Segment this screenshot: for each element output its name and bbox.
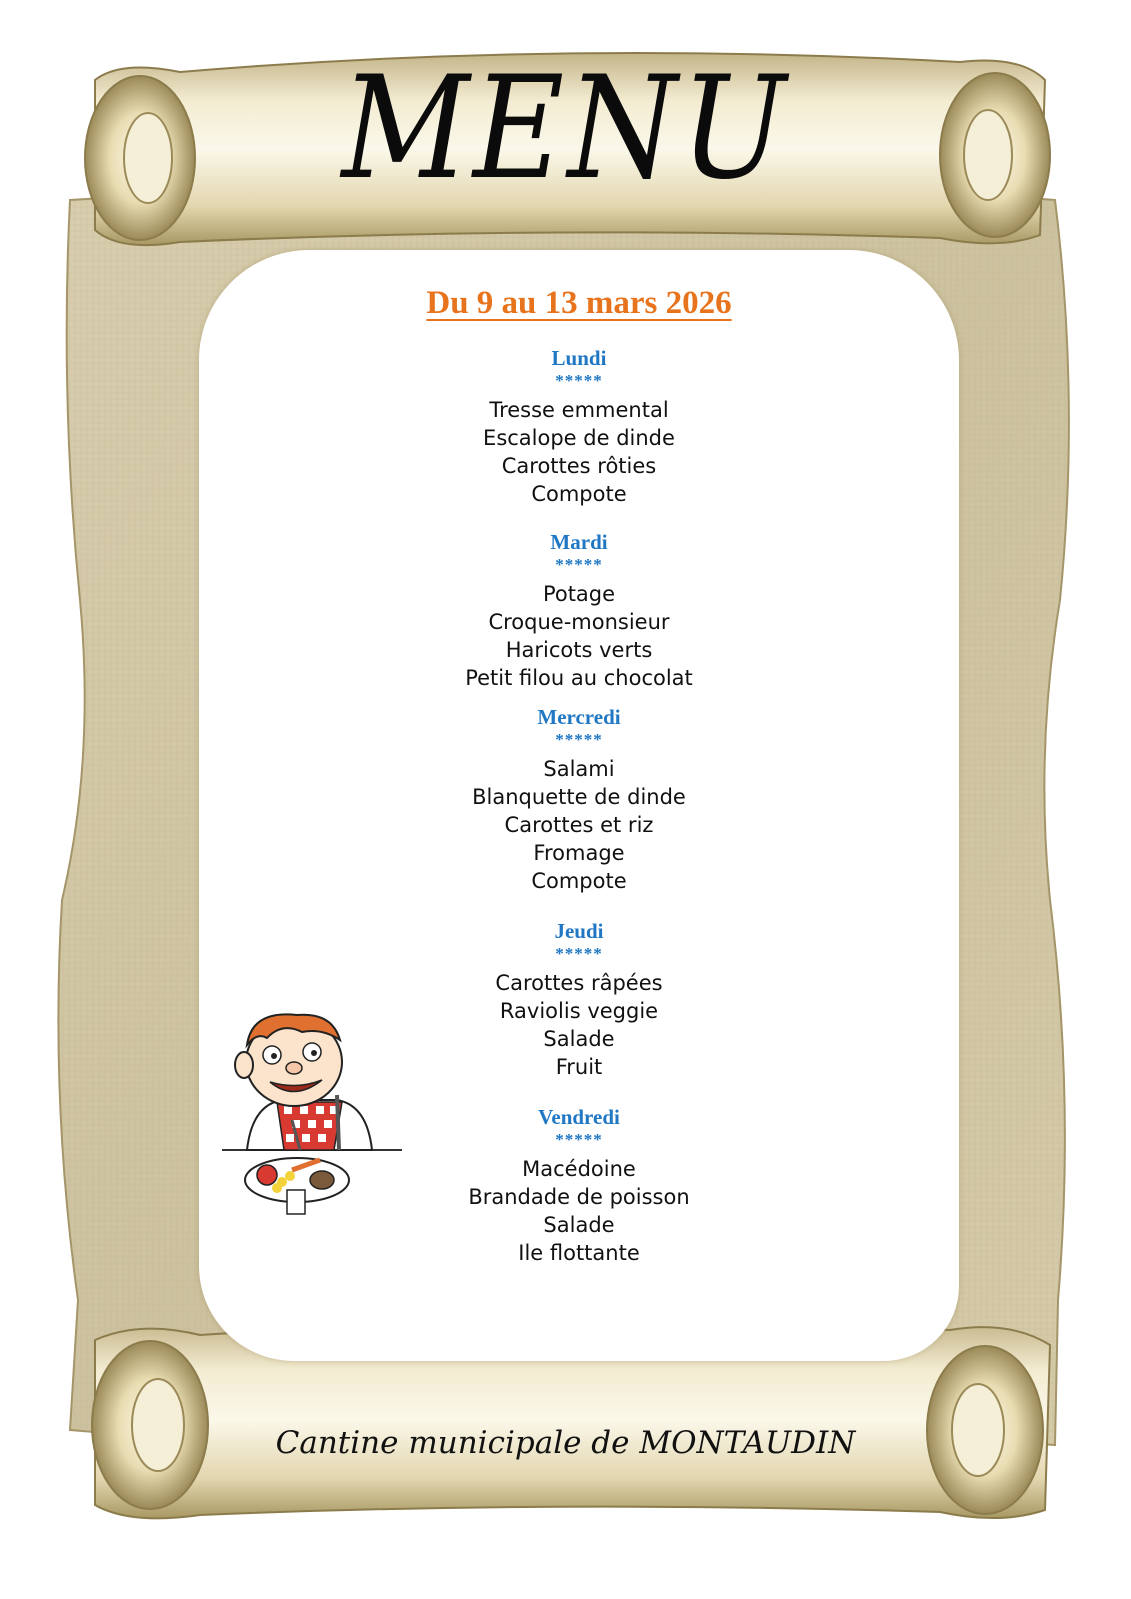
menu-title: MENU <box>341 46 790 211</box>
dish: Croque-monsieur <box>488 610 670 634</box>
day-separator: ***** <box>555 730 603 749</box>
dish: Salade <box>543 1213 615 1237</box>
dish: Salami <box>543 757 615 781</box>
day-lundi <box>199 346 959 508</box>
day-mardi <box>199 530 959 692</box>
dish: Tresse emmental <box>489 398 669 422</box>
dish: Haricots verts <box>505 638 653 662</box>
day-name: Vendredi <box>538 1105 620 1129</box>
footer-text: Cantine municipale de MONTAUDIN <box>275 1425 856 1461</box>
day-separator: ***** <box>555 371 603 390</box>
dish: Compote <box>531 482 627 506</box>
dish: Ile flottante <box>518 1241 640 1265</box>
child-eating-illustration <box>222 1010 402 1230</box>
day-name: Lundi <box>551 346 607 370</box>
day-separator: ***** <box>555 555 603 574</box>
date-range: Du 9 au 13 mars 2026 <box>426 285 732 321</box>
day-separator: ***** <box>555 944 603 963</box>
day-name: Jeudi <box>554 919 604 943</box>
dish: Macédoine <box>522 1157 636 1181</box>
dish: Petit filou au chocolat <box>465 666 693 690</box>
dish: Potage <box>542 582 616 606</box>
dish: Salade <box>543 1027 615 1051</box>
dish: Escalope de dinde <box>483 426 675 450</box>
dish: Raviolis veggie <box>499 999 659 1023</box>
dish: Carottes râpées <box>495 971 663 995</box>
day-mercredi <box>199 705 959 895</box>
dish: Carottes et riz <box>504 813 654 837</box>
day-name: Mercredi <box>537 705 621 729</box>
dish: Carottes rôties <box>501 454 657 478</box>
day-separator: ***** <box>555 1130 603 1149</box>
dish: Blanquette de dinde <box>472 785 686 809</box>
dish: Compote <box>531 869 627 893</box>
dish: Brandade de poisson <box>468 1185 690 1209</box>
dish: Fromage <box>533 841 625 865</box>
dish: Fruit <box>555 1055 603 1079</box>
day-name: Mardi <box>550 530 608 554</box>
